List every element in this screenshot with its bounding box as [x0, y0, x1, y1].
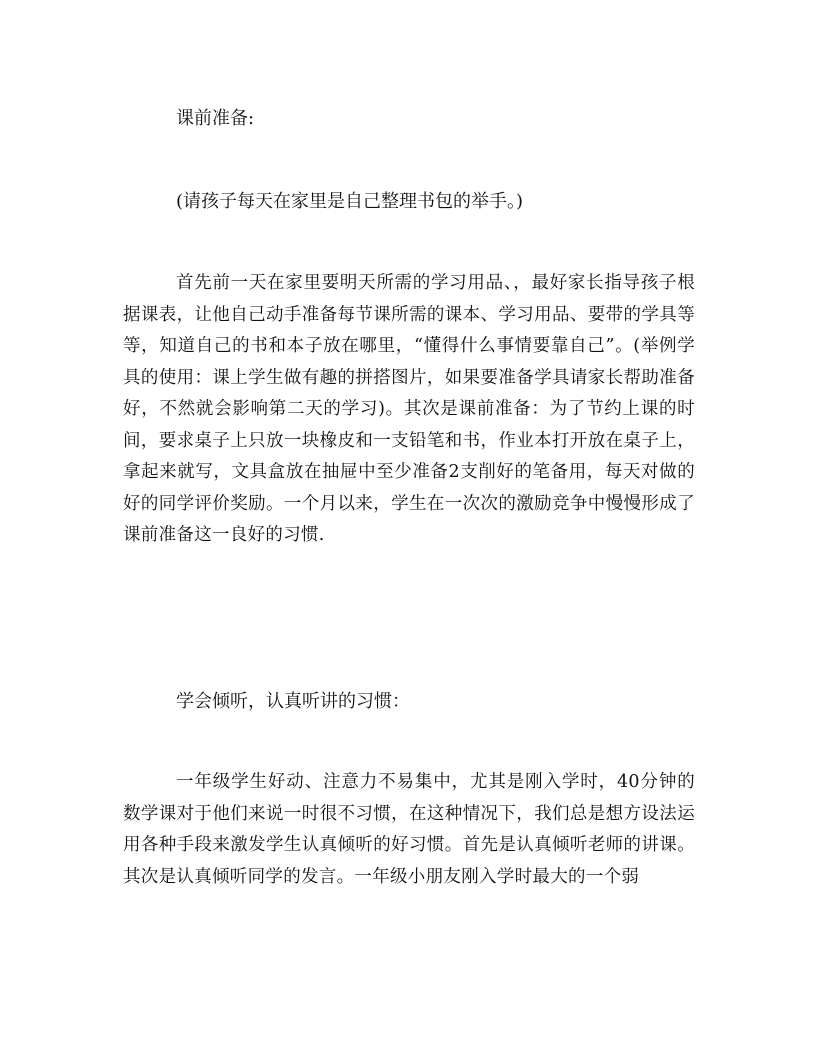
paragraph-listening: 一年级学生好动、注意力不易集中，尤其是刚入学时，40分钟的数学课对于他们来说一时很不习惯，在这种情况下，我们总是想方设法运用各种手段来激发学生认真倾听的好习惯。首先是认真倾听老师的讲课。其次是认真倾听同学的发言。一年级小朋友刚入学时最大的一个弱	[123, 772, 695, 887]
section-heading-listening: 学会倾听，认真听讲的习惯：	[176, 691, 410, 712]
section-heading-class-preparation: 课前准备:	[176, 108, 255, 129]
paragraph-class-preparation: 首先前一天在家里要明天所需的学习用品、，最好家长指导孩子根据课表，让他自己动手准备每节课所需的课本、学习用品、要带的学具等等，知道自己的书和本子放在哪里，“懂得什么事情要靠自己”。(举例学具的使用：课上学生做有趣的拼搭图片，如果要准备学具请家长帮助准备好，不然就会影响第二天的学习)。其次是课前准备：为了节约上课的时间，要求桌子上只放一块橡皮和一支铅笔和书，作业本打开放在桌子上，拿起来就写，文具盒放在抽屉中至少准备2支削好的笔备用，每天对做的好的同学评价奖励。一个月以来，学生在一次次的激励竞争中慢慢形成了课前准备这一良好的习惯.	[123, 273, 695, 545]
parenthetical-note: (请孩子每天在家里是自己整理书包的举手。)	[176, 191, 524, 212]
